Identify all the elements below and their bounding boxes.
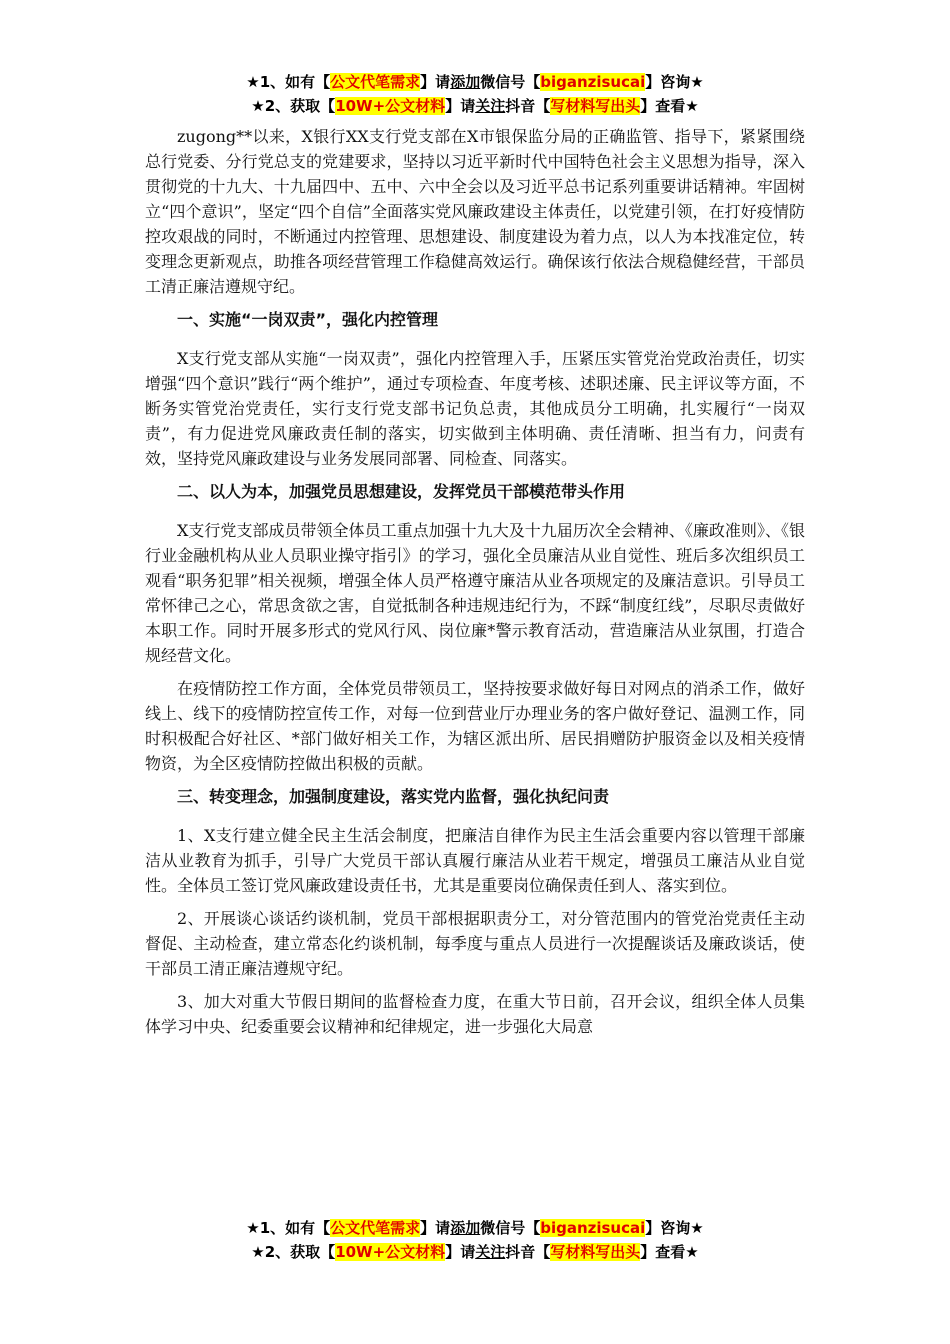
banner-text: 】请 xyxy=(420,73,451,91)
banner-highlight: 10W+公文材料 xyxy=(335,97,446,115)
banner-text: 抖音【 xyxy=(505,97,551,115)
section-3-item-3: 3、加大对重大节假日期间的监督检查力度，在重大节日前，召开会议，组织全体人员集体学习中央、纪委重要会议精神和纪律规定，进一步强化大局意 xyxy=(145,992,805,1036)
banner-highlight: 写材料写出头 xyxy=(550,97,641,115)
banner-underline: 关注 xyxy=(475,97,506,115)
footer-banner xyxy=(0,1216,950,1264)
banner-highlight: biganzisucai xyxy=(540,1219,646,1237)
banner-text: 】咨询★ xyxy=(645,1219,704,1237)
banner-text: 微信号【 xyxy=(480,73,541,91)
banner-text: ★1、如有【 xyxy=(246,73,331,91)
section-3-item-1: 1、X支行建立健全民主生活会制度，把廉洁自律作为民主生活会重要内容以管理干部廉洁从业教育为抓手，引导广大党员干部认真履行廉洁从业若干规定，增强员工廉洁从业自觉性。全体员工签订党风廉政建设责任书，尤其是重要岗位确保责任到人、落实到位。 xyxy=(145,826,805,895)
section-heading-3: 三、转变理念，加强制度建设，落实党内监督，强化执纪问责 xyxy=(177,787,610,806)
banner-highlight: 写材料写出头 xyxy=(550,1243,641,1261)
header-banner xyxy=(0,70,950,118)
banner-line-1 xyxy=(0,70,950,94)
banner-line-2 xyxy=(0,94,950,118)
banner-highlight: 10W+公文材料 xyxy=(335,1243,446,1261)
banner-text: 】咨询★ xyxy=(645,73,704,91)
banner-text: 】查看★ xyxy=(640,97,699,115)
section-1-paragraph: X支行党支部从实施“一岗双责”，强化内控管理入手，压紧压实管党治党政治责任，切实增强“四个意识”践行“两个维护”，通过专项检查、年度考核、述职述廉、民主评议等方面，不断务实管党治党责任，实行支行党支部书记负总责，其他成员分工明确，扎实履行“一岗双责”，有力促进党风廉政责任制的落实，切实做到主体明确、责任清晰、担当有力，问责有效，坚持党风廉政建设与业务发展同部署、同检查、同落实。 xyxy=(145,349,805,468)
banner-highlight: 公文代笔需求 xyxy=(330,73,421,91)
banner-text: 抖音【 xyxy=(505,1243,551,1261)
section-heading-1: 一、实施“一岗双责”，强化内控管理 xyxy=(177,310,439,329)
banner-highlight: 公文代笔需求 xyxy=(330,1219,421,1237)
banner-line-1 xyxy=(0,1216,950,1240)
banner-text: 】请 xyxy=(445,1243,476,1261)
banner-text: 】查看★ xyxy=(640,1243,699,1261)
banner-line-2 xyxy=(0,1240,950,1264)
banner-text: 】请 xyxy=(420,1219,451,1237)
banner-highlight: biganzisucai xyxy=(540,73,646,91)
document-body xyxy=(145,124,805,1047)
banner-underline: 关注 xyxy=(475,1243,506,1261)
banner-text: ★2、获取【 xyxy=(251,97,336,115)
banner-underline: 添加 xyxy=(450,73,481,91)
banner-text: ★1、如有【 xyxy=(246,1219,331,1237)
section-3-item-2: 2、开展谈心谈话约谈机制，党员干部根据职责分工，对分管范围内的管党治党责任主动督促、主动检查，建立常态化约谈机制，每季度与重点人员进行一次提醒谈话及廉政谈话，使干部员工清正廉洁遵规守纪。 xyxy=(145,909,805,978)
section-heading-2: 二、以人为本，加强党员思想建设，发挥党员干部模范带头作用 xyxy=(177,482,626,501)
section-2-paragraph-1: X支行党支部成员带领全体员工重点加强十九大及十九届历次全会精神、《廉政准则》、《银行业金融机构从业人员职业操守指引》的学习，强化全员廉洁从业自觉性、班后多次组织员工观看“职务犯罪”相关视频，增强全体人员严格遵守廉洁从业各项规定的及廉洁意识。引导员工常怀律己之心，常思贪欲之害，自觉抵制各种违规违纪行为，不踩“制度红线”，尽职尽责做好本职工作。同时开展多形式的党风行风、岗位廉*警示教育活动，营造廉洁从业氛围，打造合规经营文化。 xyxy=(145,521,805,665)
banner-text: 微信号【 xyxy=(480,1219,541,1237)
banner-text: ★2、获取【 xyxy=(251,1243,336,1261)
section-2-paragraph-2: 在疫情防控工作方面，全体党员带领员工，坚持按要求做好每日对网点的消杀工作，做好线上、线下的疫情防控宣传工作，对每一位到营业厅办理业务的客户做好登记、温测工作，同时积极配合好社区、*部门做好相关工作，为辖区派出所、居民捐赠防护服资金以及相关疫情物资，为全区疫情防控做出积极的贡献。 xyxy=(145,679,805,773)
banner-underline: 添加 xyxy=(450,1219,481,1237)
intro-paragraph: zugong**以来，X银行XX支行党支部在X市银保监分局的正确监管、指导下，紧紧围绕总行党委、分行党总支的党建要求，坚持以习近平新时代中国特色社会主义思想为指导，深入贯彻党的十九大、十九届四中、五中、六中全会以及习近平总书记系列重要讲话精神。牢固树立“四个意识”，坚定“四个自信”全面落实党风廉政建设主体责任，以党建引领，在打好疫情防控攻艰战的同时，不断通过内控管理、思想建设、制度建设为着力点，以人为本找准定位，转变理念更新观点，助推各项经营管理工作稳健高效运行。确保该行依法合规稳健经营，干部员工清正廉洁遵规守纪。 xyxy=(145,127,805,296)
banner-text: 】请 xyxy=(445,97,476,115)
